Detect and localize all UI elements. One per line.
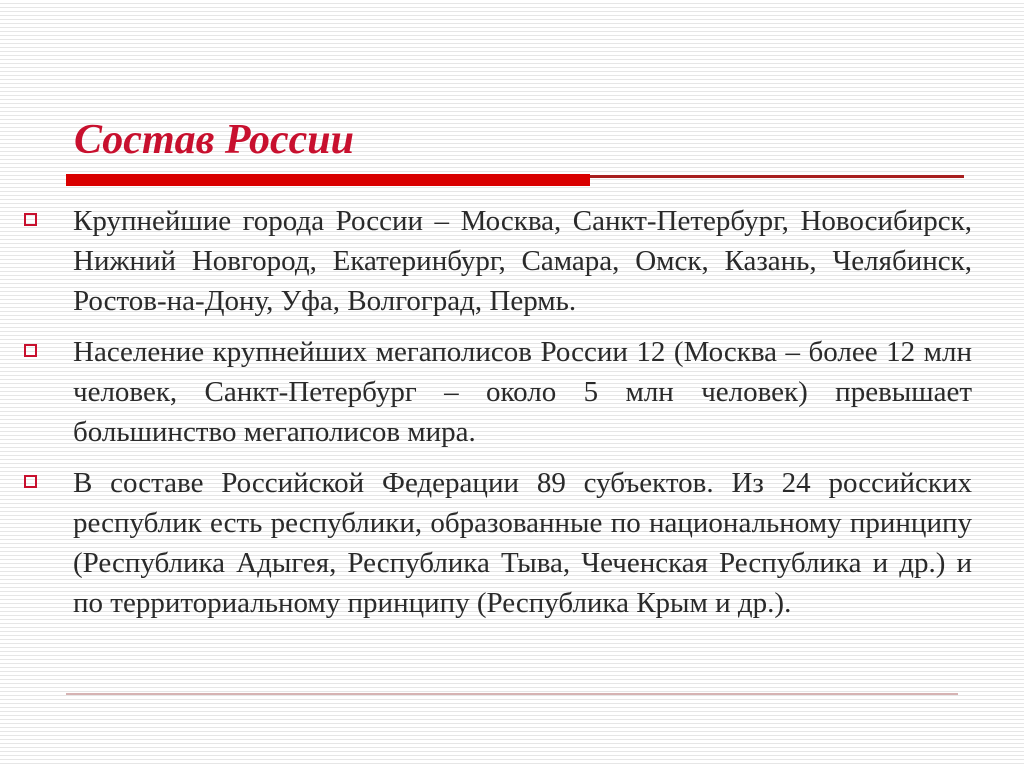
bullet-text: Население крупнейших мегаполисов России 12 (Москва – более 12 млн человек, Санкт-Петербург – около 5 млн человек) превышает большинство мегаполисов мира. xyxy=(73,336,972,448)
bullet-list xyxy=(24,201,972,634)
title-underline-thick xyxy=(66,174,590,186)
bullet-item xyxy=(24,463,972,623)
hollow-square-bullet-icon xyxy=(24,344,37,357)
hollow-square-bullet-icon xyxy=(24,475,37,488)
title-underline-thin xyxy=(590,175,964,178)
bullet-item xyxy=(24,201,972,321)
hollow-square-bullet-icon xyxy=(24,213,37,226)
bullet-text: Крупнейшие города России – Москва, Санкт-Петербург, Новосибирск, Нижний Новгород, Екатеринбург, Самара, Омск, Казань, Челябинск, Ростов-на-Дону, Уфа, Волгоград, Пермь. xyxy=(73,205,972,317)
bottom-divider xyxy=(66,693,958,695)
slide-title: Состав России xyxy=(74,117,355,163)
bullet-item xyxy=(24,332,972,452)
bullet-text: В составе Российской Федерации 89 субъектов. Из 24 российских республик есть республики, образованные по национальному принципу (Республика Адыгея, Республика Тыва, Чеченская Республика и др.) и по территориальному принципу (Республика Крым и др.). xyxy=(73,467,972,619)
